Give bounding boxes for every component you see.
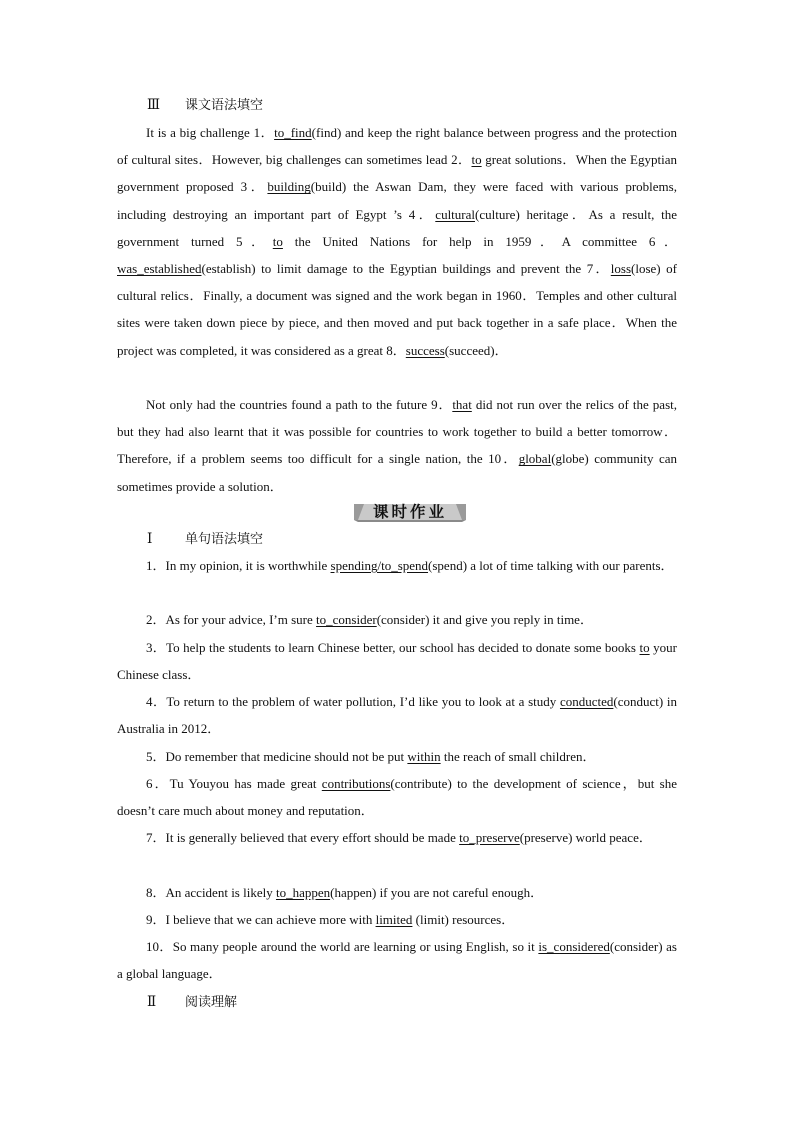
exercise-item-content [146, 749, 595, 764]
text-run: 4．To return to the problem of water pollution, I’d like you to look at a study [146, 694, 560, 709]
section-3-heading [147, 96, 263, 115]
section-1-title: 单句语法填空 [185, 532, 264, 547]
section-3-number: Ⅲ [147, 97, 161, 112]
paragraph-content [117, 397, 677, 494]
exercise-item [117, 606, 677, 633]
text-run: (establish) to limit damage to the Egyptian buildings and prevent the 7． [201, 261, 611, 277]
text-run: (happen) if you are not careful enough． [330, 885, 544, 900]
exercise-item [117, 770, 677, 824]
answer-blank: is_considered [538, 939, 610, 954]
passage-paragraph-2 [117, 391, 677, 500]
section-1-number: Ⅰ [147, 531, 153, 546]
text-run: great solutions．When the Egyptian government proposed 3． [117, 152, 677, 195]
answer-blank: to_preserve [459, 830, 520, 845]
exercise-item [117, 906, 677, 933]
exercise-item-content [117, 640, 677, 682]
answer-blank: to_consider [316, 612, 377, 627]
exercise-item-content [117, 776, 677, 818]
section-2-number: Ⅱ [147, 994, 157, 1009]
text-run: 7．It is generally believed that every effort should be made [146, 830, 460, 845]
paragraph-content [117, 125, 677, 358]
exercise-item-content [146, 558, 674, 573]
text-run: (preserve) world peace． [519, 830, 652, 845]
answer-blank: that [452, 397, 472, 412]
text-run: your Chinese class． [117, 640, 677, 683]
banner-label: 课时作业 [372, 503, 447, 521]
answer-blank: conducted [559, 694, 614, 709]
text-run: the United Nations for help in 1959．A committee 6． [282, 233, 677, 249]
text-run: (succeed)． [444, 342, 508, 358]
answer-blank: to [272, 233, 283, 249]
answer-blank: building [267, 179, 311, 195]
exercise-item [117, 688, 677, 742]
text-run: the reach of small children． [440, 749, 596, 764]
text-run: (consider) as a global language． [117, 939, 677, 982]
text-run: 2．As for your advice, I’m sure [146, 612, 317, 627]
exercise-item [117, 879, 677, 906]
text-run: (conduct) in Australia in 2012． [117, 694, 678, 737]
text-run: 6．Tu Youyou has made great [146, 776, 322, 791]
answer-blank: contributions [321, 776, 391, 791]
answer-blank: was_established [117, 261, 202, 277]
text-run: (limit) resources． [412, 912, 515, 927]
exercise-item-content [117, 939, 677, 981]
text-run: (lose) of cultural relics．Finally, a document was signed and the work began in 1960．Temples and other cultural sites were taken down piece by piece, and then moved and put back together in a safe place．When the project was completed, it was considered as a great 8． [117, 261, 677, 358]
answer-blank: to_find [274, 125, 312, 140]
exercise-item-content [146, 912, 514, 927]
answer-blank: limited [375, 912, 413, 927]
text-run: 10．So many people around the world are learning or using English, so it [146, 939, 539, 954]
exercise-item-content [117, 694, 677, 736]
answer-blank: to [639, 640, 650, 655]
answer-blank: within [407, 749, 441, 764]
section-2-title: 阅读理解 [185, 995, 238, 1010]
text-run: (contribute) to the development of science，but she doesn’t care much about money and reputation． [117, 776, 677, 819]
section-3-title: 课文语法填空 [185, 98, 264, 113]
answer-blank: loss [610, 261, 632, 277]
exercise-item-content [146, 885, 543, 900]
exercise-item [117, 824, 677, 851]
section-2-heading [147, 993, 237, 1012]
exercise-item [117, 634, 677, 688]
text-run: 9．I believe that we can achieve more with [146, 912, 376, 927]
exercise-item [117, 933, 677, 987]
homework-banner [354, 498, 466, 522]
text-run: (culture) heritage．As a result, the government turned 5． [117, 206, 677, 249]
text-run: 1．In my opinion, it is worthwhile [146, 558, 331, 573]
text-run: (build) the Aswan Dam, they were faced with various problems, including destroying an important part of Egypt ’s 4． [117, 179, 677, 222]
exercise-item-content [146, 830, 652, 845]
exercise-item [117, 743, 677, 770]
text-run: (find) and keep the right balance between progress and the protection of cultural sites．However, big challenges can sometimes lead 2． [117, 125, 677, 168]
answer-blank: spending/to_spend [330, 558, 429, 573]
exercise-item-content [146, 612, 593, 627]
text-run: did not run over the relics of the past, but they had also learnt that it was possible for countries to work together to build a better tomorrow．Therefore, if a problem seems too difficult for a single nation, the 10． [117, 397, 678, 467]
text-run: 8．An accident is likely [146, 885, 276, 900]
text-run: Not only had the countries found a path to the future 9． [146, 397, 453, 412]
text-run: 3．To help the students to learn Chinese better, our school has decided to donate some books [146, 640, 640, 655]
answer-blank: global [518, 451, 552, 467]
exercise-item [117, 552, 677, 579]
answer-blank: cultural [435, 206, 476, 222]
text-run: 5．Do remember that medicine should not be put [146, 749, 408, 764]
answer-blank: to [471, 152, 482, 168]
text-run: It is a big challenge 1． [146, 125, 275, 140]
text-run: (globe) community can sometimes provide a solution． [117, 451, 677, 494]
section-1-heading [147, 530, 263, 549]
answer-blank: to_happen [275, 885, 331, 900]
text-run: (consider) it and give you reply in time． [376, 612, 593, 627]
passage-paragraph-1 [117, 119, 677, 364]
text-run: (spend) a lot of time talking with our parents． [428, 558, 674, 573]
answer-blank: success [405, 342, 445, 358]
